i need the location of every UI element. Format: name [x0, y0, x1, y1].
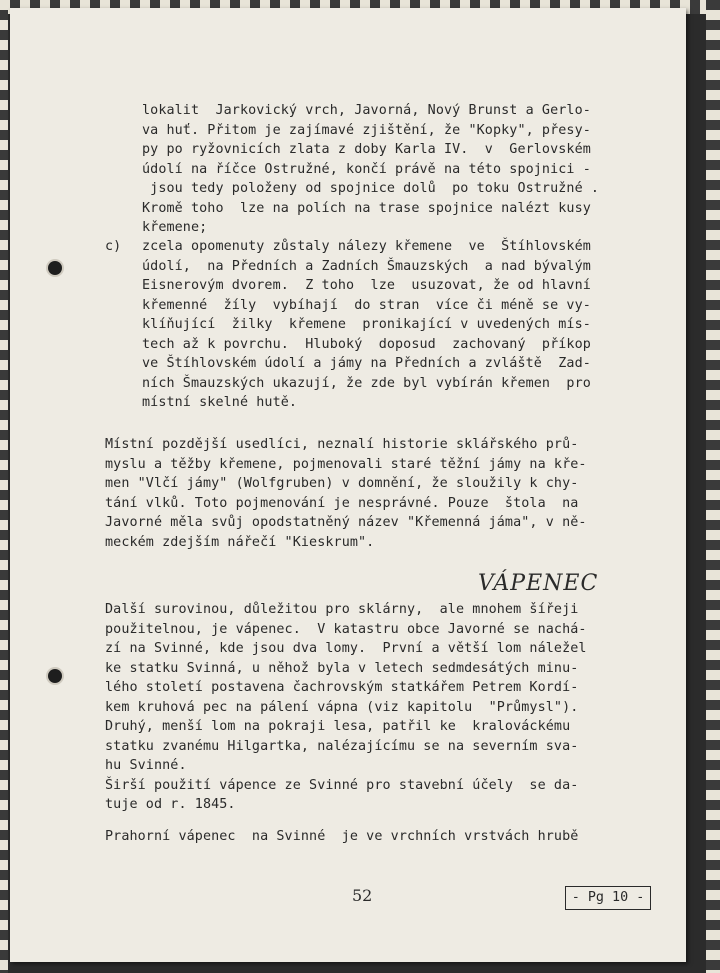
text-line: údolí na říčce Ostružné, končí právě na této spojnici - — [142, 161, 591, 177]
text-line: křemenné žíly vybíhají do stran více či méně se vy- — [142, 297, 591, 313]
paragraph-local-settlers — [105, 435, 587, 552]
punch-hole-top — [48, 261, 62, 275]
text-line: va huť. Přitom je zajímavé zjištění, že "Kopky", přesy- — [142, 122, 591, 138]
text-line: zcela opomenuty zůstaly nálezy křemene ve Štíhlovském — [142, 239, 591, 254]
text-line: ních Šmauzských ukazují, že zde byl vybírán křemen pro — [142, 375, 591, 391]
paragraph-limestone — [105, 600, 587, 815]
text-line: tání vlků. Toto pojmenování je nesprávné. Pouze štola na — [105, 495, 579, 511]
text-line: Kromě toho lze na polích na trase spojnice nalézt kusy — [142, 200, 591, 216]
ruler-left — [0, 0, 8, 973]
text-line: tuje od r. 1845. — [105, 797, 236, 812]
text-line: ke statku Svinná, u něhož byla v letech sedmdesátých minu- — [105, 660, 579, 676]
text-line: meckém zdejším nářečí "Kieskrum". — [105, 534, 375, 550]
ruler-right — [706, 0, 720, 973]
paragraph-continuation — [142, 101, 599, 238]
text-line: hu Svinné. — [105, 758, 187, 773]
text-line: lého století postavena čachrovským statkářem Petrem Kordí- — [105, 680, 579, 695]
text-line: Javorné měla svůj opodstatněný název "Křemenná jáma", v ně- — [105, 515, 587, 530]
text-line: kem kruhová pec na pálení vápna (viz kapitolu "Průmysl"). — [105, 699, 579, 715]
text-line: py po ryžovnicích zlata z doby Karla IV. v Gerlovském — [142, 142, 591, 157]
text-line: údolí, na Předních a Zadních Šmauzských a nad bývalým — [142, 258, 591, 274]
section-heading: VÁPENEC — [478, 571, 599, 596]
text-line: myslu a těžby křemene, pojmenovali staré těžní jámy na kře- — [105, 456, 587, 472]
text-line: použitelnou, je vápenec. V katastru obce Javorné se nachá- — [105, 621, 587, 637]
punch-hole-bottom — [48, 669, 62, 683]
pg-stamp-box: - Pg 10 - — [565, 886, 651, 910]
paragraph-prahorni — [105, 827, 578, 847]
text-line: tech až k povrchu. Hluboký doposud zachovaný příkop — [142, 336, 591, 352]
text-line: statku zvanému Hilgartka, nalézajícímu se na severním sva- — [105, 738, 579, 754]
text-line: ve Štíhlovském údolí a jámy na Předních a zvláště Zad- — [142, 356, 591, 371]
text-line: zí na Svinné, kde jsou dva lomy. První a větší lom náležel — [105, 641, 587, 656]
paragraph-list-item-c — [142, 237, 591, 413]
text-line: Další surovinou, důležitou pro sklárny, ale mnohem šířeji — [105, 602, 579, 617]
text-line: Eisnerovým dvorem. Z toho lze usuzovat, že od hlavní — [142, 278, 591, 293]
text-line: místní skelné hutě. — [142, 395, 298, 410]
text-line: Prahorní vápenec na Svinné je ve vrchních vrstvách hrubě — [105, 829, 579, 844]
text-line: křemene; — [142, 220, 208, 235]
text-line: klíňující žilky křemene pronikající v uvedených mís- — [142, 317, 591, 332]
page-number: 52 — [352, 886, 373, 905]
text-line: lokalit Jarkovický vrch, Javorná, Nový Brunst a Gerlo- — [142, 103, 591, 118]
text-line: men "Vlčí jámy" (Wolfgruben) v domnění, že sloužily k chy- — [105, 476, 579, 491]
text-line: Širší použití vápence ze Svinné pro stavební účely se da- — [105, 777, 579, 793]
text-line: Místní pozdější usedlíci, neznalí historie sklářského prů- — [105, 437, 579, 452]
text-line: Druhý, menší lom na pokraji lesa, patřil ke kralováckému — [105, 719, 571, 734]
text-line: jsou tedy položeny od spojnice dolů po toku Ostružné . — [142, 181, 600, 196]
list-marker-c: c) — [105, 239, 122, 254]
